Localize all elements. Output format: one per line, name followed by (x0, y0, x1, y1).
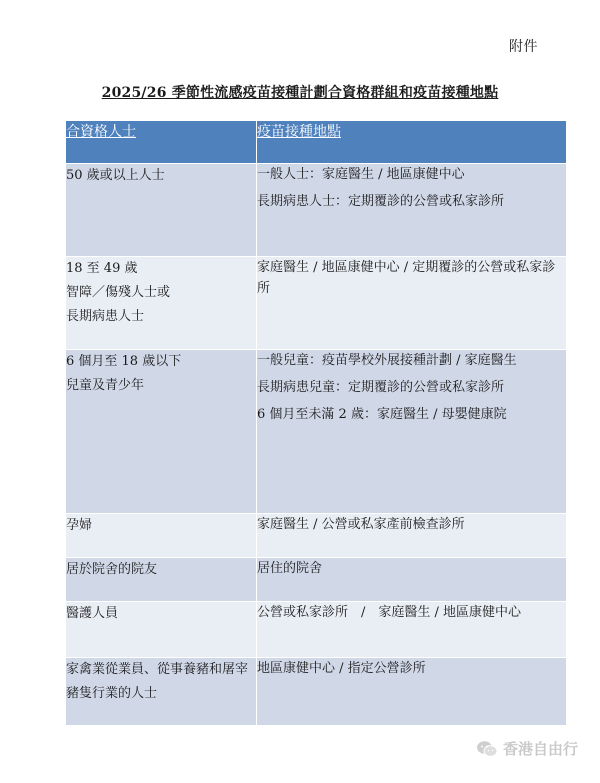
annex-label: 附件 (509, 39, 538, 55)
table-row (66, 164, 567, 257)
header-eligible-persons: 合資格人士 (66, 121, 257, 164)
location-line: 一般人士：家庭醫生 / 地區康健中心 (257, 167, 465, 182)
group-line: 居於院舍的院友 (66, 562, 158, 577)
group-line: 50 歲或以上人士 (66, 168, 165, 183)
group-line: 智障／傷殘人士或 (66, 285, 171, 300)
location-line: 公營或私家診所 / 家庭醫生 / 地區康健中心 (257, 605, 522, 620)
location-cell (257, 164, 567, 257)
group-line: 6 個月至 18 歲以下 (66, 354, 182, 369)
location-cell (257, 350, 567, 514)
group-line: 家禽業從業員、從事養豬和屠宰豬隻行業的人士 (66, 662, 249, 701)
table-header-row (66, 121, 567, 164)
location-cell (257, 658, 567, 726)
eligible-group-cell (66, 558, 257, 602)
page-title: 2025/26 季節性流感疫苗接種計劃合資格群組和疫苗接種地點 (101, 85, 499, 101)
location-line: 居住的院舍 (257, 561, 323, 576)
location-line: 地區康健中心 / 指定公營診所 (257, 661, 426, 676)
watermark-text: 香港自由行 (502, 740, 578, 758)
location-line: 家庭醫生 / 地區康健中心 / 定期覆診的公營或私家診所 (257, 260, 556, 296)
group-line: 18 至 49 歲 (66, 261, 138, 276)
location-cell (257, 602, 567, 658)
table-row (66, 257, 567, 350)
eligible-group-cell (66, 257, 257, 350)
group-line: 長期病患人士 (66, 309, 145, 324)
watermark (476, 738, 578, 759)
eligible-group-cell (66, 164, 257, 257)
group-line: 孕婦 (66, 518, 93, 533)
location-cell (257, 257, 567, 350)
location-cell (257, 558, 567, 602)
header-vaccination-locations: 疫苗接種地點 (257, 121, 567, 164)
table-row (66, 602, 567, 658)
eligible-group-cell (66, 514, 257, 558)
eligible-group-cell (66, 350, 257, 514)
group-line: 醫護人員 (66, 606, 119, 621)
location-line: 長期病患兒童：定期覆診的公營或私家診所 (257, 380, 505, 395)
table-row (66, 658, 567, 726)
table-row (66, 514, 567, 558)
eligible-group-cell (66, 602, 257, 658)
location-line: 長期病患人士：定期覆診的公營或私家診所 (257, 194, 505, 209)
wechat-icon (476, 740, 498, 758)
location-cell (257, 514, 567, 558)
location-line: 6 個月至未滿 2 歲：家庭醫生 / 母嬰健康院 (257, 407, 507, 422)
table-row (66, 558, 567, 602)
location-line: 一般兒童：疫苗學校外展接種計劃 / 家庭醫生 (257, 353, 517, 368)
eligible-group-cell (66, 658, 257, 726)
table-row (66, 350, 567, 514)
location-line: 家庭醫生 / 公營或私家產前檢查診所 (257, 517, 465, 532)
eligibility-table (65, 120, 567, 726)
group-line: 兒童及青少年 (66, 378, 145, 393)
